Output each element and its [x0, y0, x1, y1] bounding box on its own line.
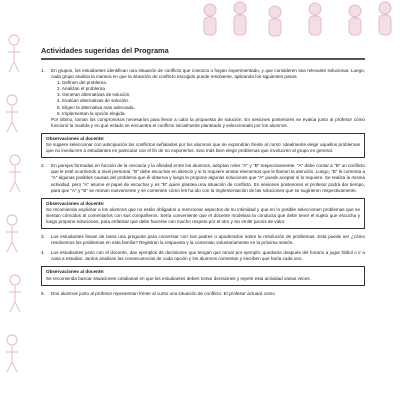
- note-heading: Observaciones al docente:: [46, 200, 105, 206]
- activity-5: [41, 291, 365, 301]
- document-page: [41, 46, 365, 305]
- steps-list: [51, 80, 365, 117]
- activity-text: En parejas formadas en función de la cercanía y la afinidad entre los alumnos, adoptan roles "A" y "B" respectivamente. "A" debe contar a "B" un conflicto que le esté ocurriendo a nivel personal. "B" debe escuchar en silencio y si lo requiere anotar elementos que le llamen la atención. Luego, "B" le comenta a "A" algunas posibles causas del problema que él observa y luego le propone algunas soluciones que "A" puede aceptar si lo requiere. Se realiza la misma actividad, pero "A" asume el papel de escuchar y es "B" quien plantea una situación de conflicto. En sesiones posteriores el profesor podrá dar tiempo, para que "A" y "B" se reúnan nuevamente y se comenten cómo les ha ido con la implementación de las soluciones que se sugirieron respectivamente.: [51, 163, 365, 193]
- activity-text: Dos alumnos junto al profesor representan frente al curso una situación de conflicto. El profesor actuará como: [51, 290, 275, 296]
- note-text: Se recomienda explicitar a los alumnos que no están obligados a mencionar aspectos de su intimidad y que en lo posible seleccionen problemas que se sientan cómodos al comentarlos con sus compañeros. Sería conveniente que el docente modelara la conducta que debe tener el sujeto que escucha y luego propone soluciones, para enfatizar que debe hacerse con mucho respeto por el otro y sin emitir juicios de valor.: [46, 206, 360, 224]
- note-heading: Observaciones al docente:: [46, 269, 105, 275]
- note-text: Se sugiere seleccionar con anticipación los conflictos señalados por los alumnos que se expondrán frente al curso. Idealmente elegir aquellos problemas que no involucren a estudiantes en particular con el fin de no exponerlos, sino más bien elegir problemas que involucren al grupo en general.: [46, 142, 360, 154]
- activity-number: 3.: [41, 234, 45, 240]
- step-item: 4. Evalúan alternativas de solución.: [57, 98, 130, 104]
- note-text: Se recomienda buscar situaciones cotidianas en que los estudiantes deben tomar decisiones y repetir esta actividad varias veces.: [46, 275, 311, 281]
- teacher-note-box: [41, 266, 365, 285]
- activity-text-after: Por último, toman los compromisos necesarios para llevar a cabo la propuesta de solución. En sesiones posteriores se evalúa junto al profesor cómo funcionó la medida y en qué estado se encuentra el conflicto inicialmente planteado y seleccionado por los alumnos.: [51, 116, 365, 128]
- activity-number: 4.: [41, 250, 45, 256]
- activity-number: 2.: [41, 163, 45, 169]
- activity-1: [41, 68, 365, 129]
- title-rule: [41, 58, 365, 60]
- activity-text: Los estudiantes llevan de tarea una pregunta para conversar con sus padres o apoderados sobre la resolución de problemas. Esta puede ser ¿cómo resolvemos los problemas en esta familia? Registran la respuesta y la comentan voluntariamente en la próxima sesión.: [51, 234, 365, 246]
- step-item: 3. Generan alternativas de solución.: [57, 92, 131, 98]
- activity-4: [41, 250, 365, 262]
- teacher-note-box: [41, 198, 365, 229]
- note-heading: Observaciones al docente:: [46, 135, 105, 141]
- step-item: 2. Analizan el problema.: [57, 86, 107, 92]
- activity-number: 5.: [41, 290, 45, 296]
- teacher-note-box: [41, 133, 365, 158]
- top-decoration: [150, 0, 400, 42]
- activity-text: En grupos, los estudiantes identifican una situación de conflicto que conozca o hayan experimentado, y que consideren sea relevante solucionar. Luego, cada grupo analiza la manera en que la situación de conflicto escogido puede resolverse, aplicando los siguientes pasos: [51, 68, 365, 80]
- step-item: 6. Implementan la opción elegida.: [57, 110, 126, 116]
- section-title: Actividades sugeridas del Programa: [41, 46, 169, 55]
- step-item: 5. Eligen la alternativa más adecuada.: [57, 104, 135, 110]
- activity-2: [41, 163, 365, 193]
- left-margin-decoration: [0, 0, 30, 400]
- activity-text: Los estudiantes junto con el docente, dan ejemplos de decisiones que tengan que tomar por ejemplo: quedarse después del horario a jugar fútbol o ir a casa a estudiar. Juntos analizan las consecuencias de cada opción y los alumnos comentan y escriben que haría cada uno.: [51, 250, 365, 262]
- activity-3: [41, 234, 365, 246]
- activity-number: 1.: [41, 68, 45, 73]
- step-item: 1. Definen del problema.: [57, 80, 108, 86]
